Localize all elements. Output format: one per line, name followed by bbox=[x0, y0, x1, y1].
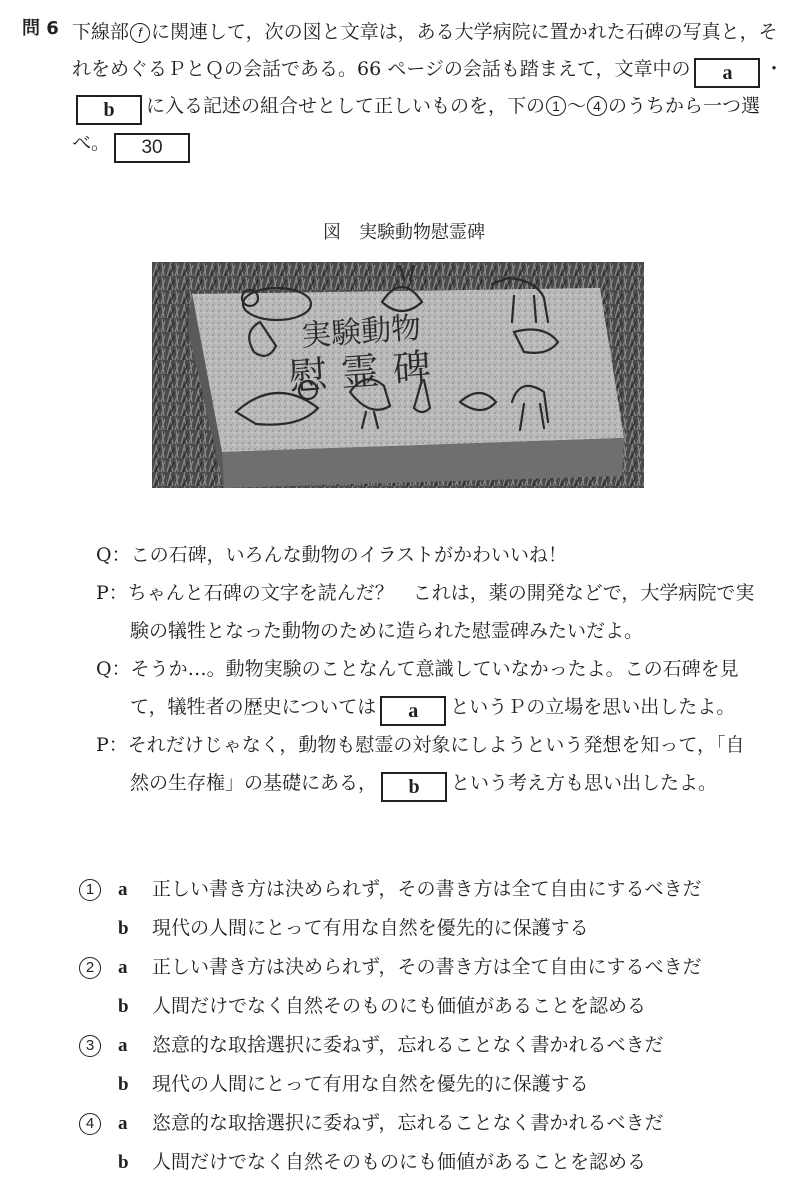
dialog-line-p2-cont bbox=[96, 764, 776, 802]
choice-text: 人間だけでなく自然そのものにも価値があることを認める bbox=[152, 1151, 647, 1173]
underline-mark: f bbox=[130, 23, 150, 43]
choice-2-b bbox=[78, 987, 778, 1026]
dialog-line-p2 bbox=[96, 726, 776, 764]
choice-4-b bbox=[78, 1143, 778, 1182]
blank-box-b: b bbox=[381, 772, 447, 802]
choice-3-a[interactable] bbox=[78, 1026, 778, 1065]
utterance: ：ちゃんと石碑の文字を読んだ？ これは，薬の開発などで，大学病院で実 bbox=[108, 582, 755, 604]
stone-inscription-2: 慰霊碑 bbox=[287, 344, 447, 399]
dialog-line-q2-cont bbox=[96, 688, 776, 726]
choice-3-b bbox=[78, 1065, 778, 1104]
range-start-marker: 1 bbox=[546, 96, 566, 116]
choice-1-a[interactable] bbox=[78, 870, 778, 909]
choice-2-a[interactable] bbox=[78, 948, 778, 987]
stem-text-2: に関連して，次の図と文章は，ある大学病院に置かれた石碑の写真と，それをめぐるＰとＱの会話である。66 ページの会話も踏まえて，文章中の bbox=[72, 21, 778, 80]
choice-number: 4 bbox=[79, 1113, 101, 1135]
choice-4-a[interactable] bbox=[78, 1104, 778, 1143]
choice-label: a bbox=[118, 1035, 128, 1056]
utterance: ：そうか…。動物実験のことなんて意識していなかったよ。この石碑を見 bbox=[111, 658, 739, 680]
choice-label: a bbox=[118, 879, 128, 900]
choice-number: 2 bbox=[79, 957, 101, 979]
choice-label: b bbox=[118, 1152, 129, 1173]
utterance: ：それだけじゃなく，動物も慰霊の対象にしようという発想を知って，「自 bbox=[108, 734, 745, 756]
choice-1-b bbox=[78, 909, 778, 948]
utterance: 験の犠牲となった動物のために造られた慰霊碑みたいだよ。 bbox=[130, 620, 644, 642]
choice-text: 人間だけでなく自然そのものにも価値があることを認める bbox=[152, 995, 647, 1017]
question-number: 問 6 bbox=[22, 18, 59, 39]
choice-text: 現代の人間にとって有用な自然を優先的に保護する bbox=[152, 917, 589, 939]
dialog-line-p1-cont bbox=[96, 612, 776, 650]
speaker: Q bbox=[96, 658, 112, 680]
utterance: という考え方も思い出したよ。 bbox=[451, 772, 718, 794]
dialog-line-p1 bbox=[96, 574, 776, 612]
dialog bbox=[96, 536, 776, 802]
answer-choices bbox=[78, 870, 778, 1182]
choice-text: 正しい書き方は決められず，その書き方は全て自由にするべきだ bbox=[152, 956, 702, 978]
stem-text-3: に入る記述の組合せとして正しいものを，下の bbox=[146, 95, 546, 117]
blank-box-a: a bbox=[694, 58, 760, 88]
choice-number: 1 bbox=[79, 879, 101, 901]
speaker: P bbox=[96, 734, 109, 756]
utterance: て，犠牲者の歴史については bbox=[130, 696, 377, 718]
choice-text: 正しい書き方は決められず，その書き方は全て自由にするべきだ bbox=[152, 878, 702, 900]
choice-label: b bbox=[118, 996, 129, 1017]
range-tilde: ～ bbox=[567, 95, 587, 117]
speaker: P bbox=[96, 582, 109, 604]
figure-caption: 図 実験動物慰霊碑 bbox=[323, 222, 485, 243]
choice-number: 3 bbox=[79, 1035, 101, 1057]
stone-inscription-1: 実験動物 bbox=[300, 310, 423, 354]
stem-text-1: 下線部 bbox=[72, 21, 130, 43]
choice-text: 恣意的な取捨選択に委ねず，忘れることなく書かれるべきだ bbox=[152, 1112, 664, 1134]
blank-box-b: b bbox=[76, 95, 142, 125]
choice-text: 現代の人間にとって有用な自然を優先的に保護する bbox=[152, 1073, 589, 1095]
memorial-stone-photo bbox=[152, 262, 644, 488]
stem-text-4: のうちから一つ選べ。 bbox=[72, 95, 761, 154]
utterance: というＰの立場を思い出したよ。 bbox=[450, 696, 736, 718]
answer-number-box: 30 bbox=[114, 133, 190, 163]
choice-label: a bbox=[118, 1113, 128, 1134]
choice-label: a bbox=[118, 957, 128, 978]
dialog-line-q2 bbox=[96, 650, 776, 688]
choice-label: b bbox=[118, 918, 129, 939]
choice-text: 恣意的な取捨選択に委ねず，忘れることなく書かれるべきだ bbox=[152, 1034, 664, 1056]
speaker: Q bbox=[96, 544, 112, 566]
utterance: 然の生存権」の基礎にある， bbox=[130, 772, 378, 794]
blank-box-a: a bbox=[380, 696, 446, 726]
range-end-marker: 4 bbox=[587, 96, 607, 116]
utterance: ：この石碑，いろんな動物のイラストがかわいいね！ bbox=[111, 544, 568, 566]
dialog-line-q1 bbox=[96, 536, 776, 574]
question-stem bbox=[72, 14, 787, 163]
stem-sep: ・ bbox=[764, 58, 784, 80]
choice-label: b bbox=[118, 1074, 129, 1095]
